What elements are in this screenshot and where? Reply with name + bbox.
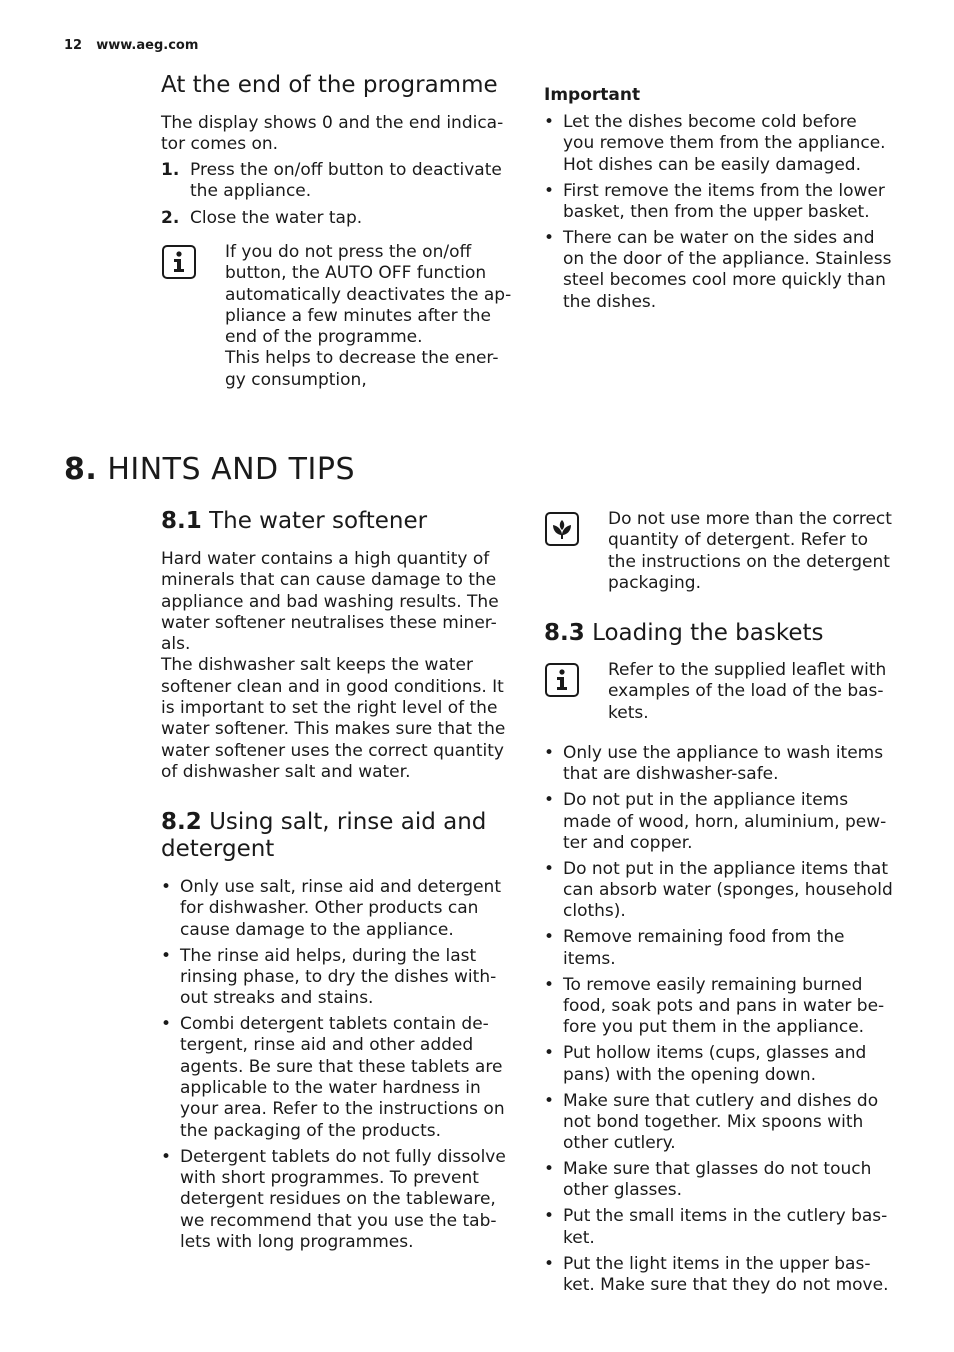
auto-off-note: If you do not press the on/off button, the AUTO OFF function automatically deactivates the ap- pliance a few minutes after the end of the programme. This helps to decrease the ener- gy consumption, bbox=[225, 242, 512, 390]
page-number: 12 bbox=[64, 38, 83, 53]
list-item: • The rinse aid helps, during the last rinsing phase, to dry the dishes with- out streaks and stains. bbox=[161, 945, 497, 1009]
list-item: • First remove the items from the lower basket, then from the upper basket. bbox=[544, 180, 885, 222]
list-item: • To remove easily remaining burned food, soak pots and pans in water be- fore you put them in the appliance. bbox=[544, 974, 885, 1038]
important-heading: Important bbox=[544, 85, 641, 105]
leaflet-note: Refer to the supplied leaflet with examples of the load of the bas- kets. bbox=[608, 660, 887, 723]
environment-icon bbox=[545, 512, 579, 546]
list-item: • Make sure that cutlery and dishes do not bond together. Mix spoons with other cutlery. bbox=[544, 1090, 879, 1154]
list-item: • Put hollow items (cups, glasses and pans) with the opening down. bbox=[544, 1043, 867, 1085]
section-title-end-of-programme: At the end of the programme bbox=[161, 72, 498, 98]
water-softener-text: Hard water contains a high quantity of minerals that can cause damage to the appliance and bad washing results. The water softener neutralises these miner- als. The dishwasher salt keeps the water softener clean and in good conditions. It is important to set the right level of the water softener. This makes sure that the water softener uses the correct quantity of dishwasher salt and water. bbox=[161, 549, 506, 782]
important-list bbox=[544, 112, 914, 318]
chapter-title: 8. HINTS AND TIPS bbox=[64, 452, 355, 487]
end-steps-list bbox=[161, 160, 521, 234]
list-item: • Only use the appliance to wash items that are dishwasher-safe. bbox=[544, 743, 884, 785]
step-item: 1. Press the on/off button to deactivate the appliance. bbox=[161, 160, 502, 202]
list-item: • Do not put in the appliance items that can absorb water (sponges, household cloths). bbox=[544, 858, 893, 922]
info-icon bbox=[545, 663, 579, 697]
step-item: 2. Close the water tap. bbox=[161, 207, 363, 228]
list-item: • Only use salt, rinse aid and detergent for dishwasher. Other products can cause damage to the appliance. bbox=[161, 877, 501, 940]
loading-list bbox=[544, 743, 914, 1301]
list-item: • Let the dishes become cold before you remove them from the appliance. Hot dishes can be easily damaged. bbox=[544, 112, 886, 175]
section-title-salt-rinse-detergent: 8.2 Using salt, rinse aid and detergent bbox=[161, 809, 487, 862]
end-intro-text: The display shows 0 and the end indica- tor comes on. bbox=[161, 113, 504, 155]
list-item: • Combi detergent tablets contain de- tergent, rinse aid and other added agents. Be sure that these tablets are applicable to the water hardness in your area. Refer to the instructions on the packaging of the products. bbox=[161, 1014, 505, 1141]
website-url: www.aeg.com bbox=[96, 38, 199, 53]
section-title-water-softener: 8.1 The water softener bbox=[161, 508, 428, 534]
list-item: • Put the small items in the cutlery bas- ket. bbox=[544, 1206, 888, 1248]
page-header bbox=[64, 38, 198, 53]
info-icon bbox=[162, 245, 196, 279]
list-item: • Detergent tablets do not fully dissolve with short programmes. To prevent detergent residues on the tableware, we recommend that you use the tab- lets with long programmes. bbox=[161, 1146, 506, 1252]
salt-rinse-list bbox=[161, 877, 521, 1258]
list-item: • Make sure that glasses do not touch other glasses. bbox=[544, 1159, 872, 1201]
list-item: • There can be water on the sides and on the door of the appliance. Stainless steel becomes cool more quickly than the dishes. bbox=[544, 227, 892, 312]
list-item: • Do not put in the appliance items made of wood, horn, aluminium, pew- ter and copper. bbox=[544, 790, 887, 853]
list-item: • Remove remaining food from the items. bbox=[544, 927, 845, 969]
list-item: • Put the light items in the upper bas- ket. Make sure that they do not move. bbox=[544, 1253, 889, 1296]
section-title-loading-baskets: 8.3 Loading the baskets bbox=[544, 620, 824, 646]
eco-detergent-note: Do not use more than the correct quantity of detergent. Refer to the instructions on the detergent packaging. bbox=[608, 509, 892, 593]
